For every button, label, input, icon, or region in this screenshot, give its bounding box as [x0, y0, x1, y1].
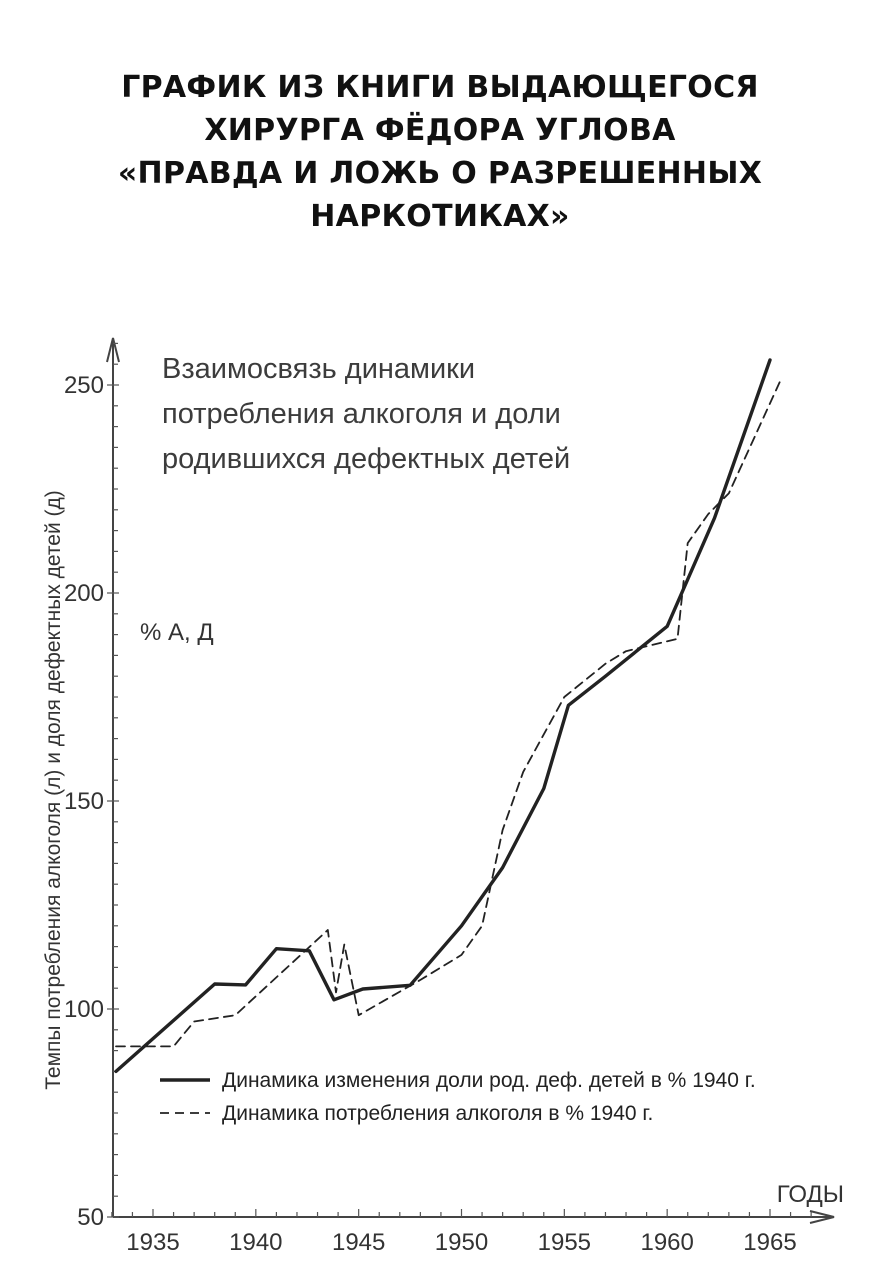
y-tick-label: 200 — [63, 580, 104, 607]
y-tick-label: 100 — [63, 996, 104, 1023]
y-axis-label: Темпы потребления алкоголя (л) и доля дефектных детей (д) — [42, 490, 65, 1090]
x-tick-label: 1945 — [331, 1229, 386, 1256]
x-tick-label: 1965 — [743, 1229, 797, 1256]
legend-entry: Динамика изменения доли род. деф. детей в % 1940 г. — [222, 1069, 756, 1092]
x-axis-label: ГОДЫ — [776, 1181, 844, 1208]
heading-line-2: ХИРУРГА ФЁДОРА УГЛОВА — [204, 113, 676, 148]
chart-legend — [160, 1069, 756, 1125]
x-tick-label: 1940 — [229, 1229, 283, 1256]
legend-entry: Динамика потребления алкоголя в % 1940 г. — [222, 1102, 654, 1125]
x-tick-label: 1960 — [640, 1229, 694, 1256]
y-tick-label: 50 — [77, 1204, 104, 1231]
heading-line-3: «ПРАВДА И ЛОЖЬ О РАЗРЕШЕННЫХ — [117, 156, 763, 191]
chart-title-line: Взаимосвязь динамики — [162, 353, 476, 385]
y-tick-label: 250 — [63, 372, 104, 399]
unit-label: % А, Д — [140, 619, 214, 646]
y-tick-label: 150 — [63, 788, 104, 815]
chart-title-line: потребления алкоголя и доли — [162, 398, 561, 430]
chart-title-line: родившихся дефектных детей — [162, 443, 571, 475]
x-tick-label: 1950 — [434, 1229, 489, 1256]
x-tick-label: 1935 — [126, 1229, 180, 1256]
heading-line-4: НАРКОТИКАХ» — [310, 199, 570, 234]
heading-line-1: ГРАФИК ИЗ КНИГИ ВЫДАЮЩЕГОСЯ — [121, 70, 759, 105]
x-tick-label: 1955 — [537, 1229, 592, 1256]
alcohol-consumption-line — [116, 381, 780, 1047]
